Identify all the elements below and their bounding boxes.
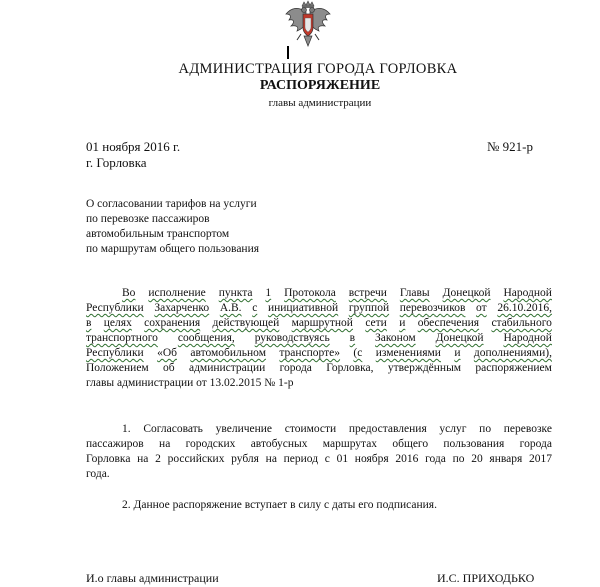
paragraph-line: Положением об администрации города Горловка, утверждённым распоряжением [86, 362, 552, 374]
paragraph-line: пассажиров на городских автобусных маршрутах общего пользования города [86, 438, 552, 450]
signatory-name: И.С. ПРИХОДЬКО [437, 571, 535, 585]
item-1-paragraph [86, 422, 552, 482]
document-number: № 921-р [487, 139, 533, 154]
paragraph-line: года. [86, 468, 110, 480]
administration-title: АДМИНИСТРАЦИЯ ГОРОДА ГОРЛОВКА [178, 61, 458, 77]
paragraph-line: главы администрации от 13.02.2015 № 1-р [86, 377, 294, 389]
document-subtitle: главы администрации [268, 97, 372, 109]
subject-line: автомобильным транспортом [86, 228, 230, 240]
paragraph-line: Республики Захарченко А.В. с инициативной группой перевозчиков от 26.10.2016, [86, 302, 552, 314]
paragraph-line: транспортного сообщения, руководствуясь в Законом Донецкой Народной [86, 332, 552, 344]
paragraph-line: Во исполнение пункта 1 Протокола встречи Главы Донецкой Народной [122, 287, 552, 299]
document-type: РАСПОРЯЖЕНИЕ [259, 78, 381, 93]
subject-line: О согласовании тарифов на услуги [86, 198, 257, 210]
document-date: 01 ноября 2016 г. [86, 139, 181, 154]
document-city: г. Горловка [86, 155, 147, 170]
subject-line: по перевозке пассажиров [86, 213, 210, 225]
item-2-paragraph [86, 498, 552, 513]
paragraph-line: Горловка на 2 российских рубля на период с 01 ноября 2016 года по 20 января 2017 [86, 453, 552, 465]
paragraph-line: в целях сохранения действующей маршрутной сети и обеспечения стабильного [86, 317, 552, 329]
subject-block [86, 197, 259, 257]
text-cursor [287, 46, 289, 59]
signatory-position: И.о главы администрации [86, 571, 219, 585]
dpr-coat-of-arms-icon [283, 0, 333, 50]
paragraph-line: 1. Согласовать увеличение стоимости предоставления услуг по перевозке [122, 423, 552, 435]
paragraph-line: Республики «Об автомобильном транспорте» (с изменениями и дополнениями), [86, 347, 552, 359]
paragraph-line: 2. Данное распоряжение вступает в силу с даты его подписания. [122, 499, 437, 511]
preamble-paragraph [86, 286, 552, 391]
subject-line: по маршрутам общего пользования [86, 243, 260, 255]
